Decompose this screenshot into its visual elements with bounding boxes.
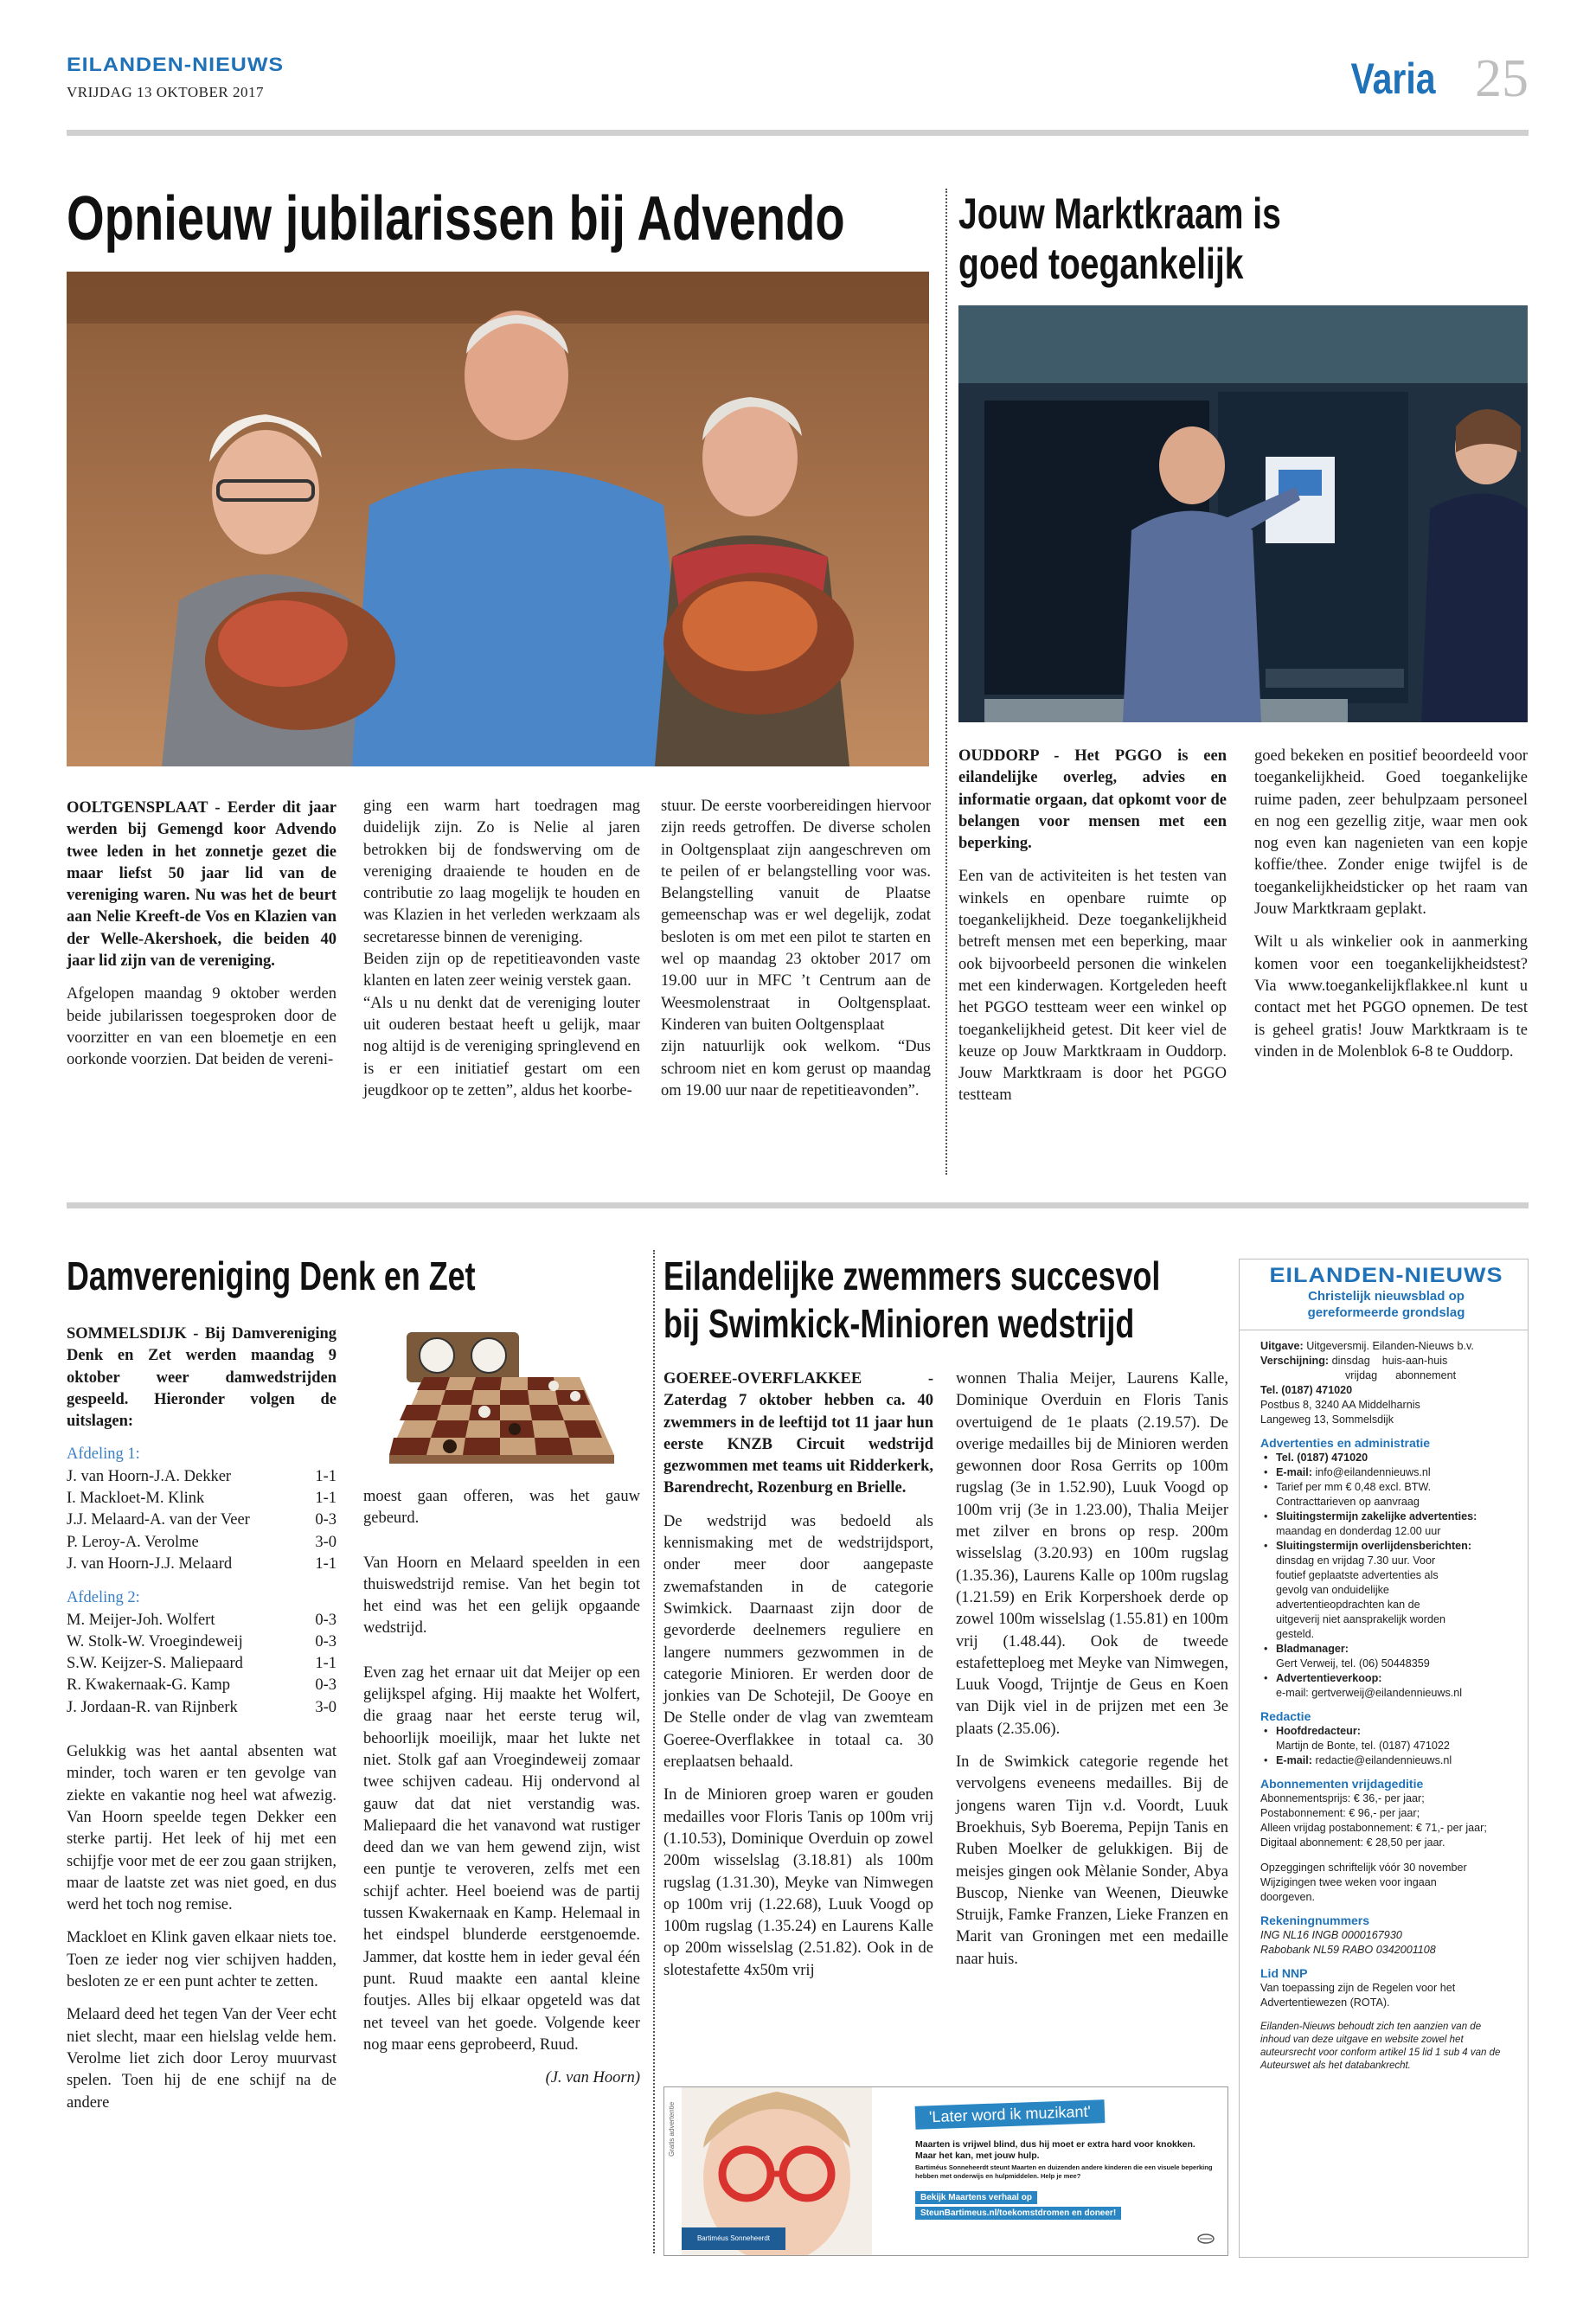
tagline-line: Christelijk nieuwsblad op bbox=[1308, 1289, 1465, 1304]
article3-col2 bbox=[363, 1486, 640, 2089]
colophon-heading: Abonnementen vrijdageditie bbox=[1260, 1777, 1424, 1791]
article1-text: zijn natuurlijk ook welkom. “Dus schroom niet en kom gerust op maandag om 19.00 uur naar de repetitieavonden”. bbox=[661, 1038, 931, 1099]
article4-text: In de Minioren groep waren er gouden medailles voor Floris Tanis op 100m vrij (1.10.53), Dominique Overduin op zowel 200m wisselslag (3.18.81) als 100m rugslag (1.31.30), Meyke van Nimwegen op 100m vrij (1.22.68), Luuk Voogd op 100m rugslag (1.35.24) en Laurens Kalle op 200m wisselslag (2.51.82). Ook in de slotestafette 4x50m vrij bbox=[663, 1786, 933, 1979]
colophon-box bbox=[1239, 1259, 1529, 2258]
match-score: 1-1 bbox=[315, 1467, 337, 1485]
article4-text: wonnen Thalia Meijer, Laurens Kalle, Dominique Overduin en Floris Tanis overtuigend de 1e plaats (2.19.57). De overige medailles bij de Minioren werden gewonnen door Rosa Gerrits op 100m rugslag (3e in 1.52.90), Luuk Voogd op 100m vrij (3e in 1.23.00), Thalia Meijer met zilver en brons op resp. 200m wisselslag (3.20.93) en 100m rugslag (1.35.36), Laurens Kalle op 100m rugslag (1.21.59) en Erik Korpershoek derde op zowel 100m wisselslag (1.55.81) en 100m vrij (1.48.44). Ook de tweede estafetteploeg met Meyke van Nimwegen, Luuk Voogd, Trijntje de Geus en Koen van Dijk viel in de prijzen met een 3e plaats (2.35.06). bbox=[956, 1370, 1228, 1738]
results-list bbox=[67, 1610, 337, 1719]
adv-email-link[interactable]: info@eilandennieuws.nl bbox=[1315, 1466, 1431, 1478]
email-label: E-mail: bbox=[1276, 1466, 1312, 1478]
ad-logo: Bartiméus Sonneheerdt bbox=[682, 2227, 785, 2250]
match-score: 1-1 bbox=[315, 1554, 337, 1573]
sluit-ov: advertentieopdrachten kan de bbox=[1276, 1599, 1420, 1611]
bank-account: ING NL16 INGB 0000167930 bbox=[1260, 1929, 1402, 1941]
verschijning-value: dinsdag huis-aan-huis bbox=[1331, 1355, 1448, 1367]
match-players: M. Meijer-Joh. Wolfert bbox=[67, 1611, 215, 1629]
verschijning-label: Verschijning: bbox=[1260, 1355, 1330, 1367]
match-score: 0-3 bbox=[315, 1611, 337, 1629]
article4-text: De wedstrijd was bedoeld als kennismaking met de wedstrijdsport, onder meer door aangepaste zwemafstanden in de categorie Swimkick. Daarnaast zijn door de gevorderde deelnemers reguliere en langere nummers gezwommen in de categorie Minioren. Er werden door de jonkies van De Schotejil, De Gooye en De Stelle onder de vlag van zwemteam Goeree-Overflakkee in totaal ca. 30 ereplaatsen behaald. bbox=[663, 1512, 933, 1772]
phone-number: Tel. (0187) 471020 bbox=[1260, 1384, 1353, 1396]
match-players: J. Jordaan-R. van Rijnberk bbox=[67, 1698, 238, 1716]
result-row bbox=[67, 1697, 337, 1719]
abo-price: Alleen vrijdag postabonnement: € 71,- per jaar; bbox=[1260, 1822, 1487, 1834]
article3-text: Mackloet en Klink gaven elkaar niets toe. Toen ze ieder nog vier schijven hadden, besloten ze er een punt achter te zetten. bbox=[67, 1929, 337, 1991]
page-number: 25 bbox=[1475, 49, 1529, 108]
article2-text: Wilt u als winkelier ook in aanmerking komen voor een toegankelijkheidstest? Via www.toegankelijkflakkee.nl kunt u contact met het PGGO opnemen. De test is geheel gratis! Jouw Marktkraam is te vinden in de Molenblok 6-8 te Ouddorp. bbox=[1254, 933, 1528, 1061]
article2-lead: OUDDORP - Het PGGO is een eilandelijke overleg, advies en informatie orgaan, dat opkomt voor de belangen voor mensen met een beperking. bbox=[958, 747, 1227, 853]
adv-phone: • Tel. (0187) 471020 bbox=[1260, 1451, 1512, 1465]
match-score: 1-1 bbox=[315, 1655, 337, 1673]
hoofd-label: Hoofdredacteur: bbox=[1276, 1725, 1361, 1737]
checkers-photo bbox=[363, 1325, 640, 1474]
article1-text: “Als u nu denkt dat de vereniging louter uit ouderen bestaat heeft u gelijk, maar nog altijd is de vereniging springlevend en is er een initiatief gestart om een jeugdkoor op te zetten”, aldus het koorbe- bbox=[363, 994, 640, 1099]
disclaimer: Eilanden-Nieuws behoudt zich ten aanzien van de inhoud van deze uitgave en website zowel het auteursrecht voor conform artikel 15 lid 1 sub 4 van de Auteurswet als het databankrecht. bbox=[1260, 2022, 1501, 2071]
charity-advertisement[interactable] bbox=[663, 2086, 1228, 2256]
colophon-tagline bbox=[1260, 1288, 1512, 1321]
top-rule bbox=[67, 130, 1529, 136]
match-players: J. van Hoorn-J.A. Dekker bbox=[67, 1467, 232, 1485]
colophon-logo: EILANDEN-NIEUWS bbox=[1269, 1263, 1503, 1287]
ad-cta[interactable]: Bekijk Maartens verhaal op bbox=[915, 2191, 1037, 2204]
bladmanager: Gert Verweij, tel. (06) 50448359 bbox=[1276, 1657, 1430, 1670]
contract-note: Contracttarieven op aanvraag bbox=[1276, 1496, 1420, 1508]
article2-text: goed bekeken en positief beoordeeld voor toegankelijkheid. Goed toegankelijke ruime paden, zeer behulpzaam personeel en nog een gezellig zitje, waar men ook nog even kan nagenieten van een kopje koffie/thee. Zonder enige twijfel is de toegankelijkheidsticker op het raam van Jouw Marktkraam geplakt. bbox=[1254, 747, 1528, 919]
article4-lead: GOEREE-OVERFLAKKEE - Zaterdag 7 oktober hebben ca. 40 zwemmers in de leeftijd tot 11 jaar hun eerste KNZB Circuit wedstrijd gezwommen met teams uit Ridderkerk, Barendrecht, Rozenburg en Brielle. bbox=[663, 1370, 933, 1497]
article4-text: In de Swimkick categorie regende het vervolgens eveneens medailles. Bij de jongens waren Tijn v.d. Voordt, Luuk Broekhuis, Syb Boerema, Pepijn Tanis en Ruben Moelker de gelukkigen. Bij de meisjes gingen ook Mèlanie Sonder, Abya Buscop, Nienke van Weenen, Dieuwke Struijk, Famke Franzen, Lieke Franzen en Marit van Groningen met een medaille naar huis. bbox=[956, 1753, 1228, 1968]
article3-text: Gelukkig was het aantal absenten wat minder, toch waren er ten gevolge van ziekte en vakantie nog heel wat afwezig. Van Hoorn speelde tegen Dekker een sterke partij. Het leek of hij met een schijfje voor met de eer zou gaan strijken, maar de laatste zet was niet goed, en dus werd het toch nog remise. bbox=[67, 1743, 337, 1914]
ad-text: Bartiméus Sonneheerdt steunt Maarten en duizenden andere kinderen die een visuele beperking hebben met onderwijs en hulpmiddelen. Help je mee? bbox=[915, 2163, 1213, 2180]
uitgave-label: Uitgave: bbox=[1260, 1340, 1304, 1352]
results-list bbox=[67, 1466, 337, 1575]
match-score: 0-3 bbox=[315, 1676, 337, 1695]
article2-col1 bbox=[958, 746, 1227, 1118]
result-row bbox=[67, 1532, 337, 1554]
match-score: 1-1 bbox=[315, 1490, 337, 1508]
ad-banner: 'Later word ik muzikant' bbox=[915, 2099, 1106, 2130]
article3-text: Melaard deed het tegen Van der Veer echt niet slecht, maar een hielslag velde hem. Verolme liet zich door Leroy muurvast spelen. Toen hij de ene schijf na de andere bbox=[67, 2006, 337, 2112]
sluit-ov: gesteld. bbox=[1276, 1628, 1315, 1640]
hoofdredacteur: Martijn de Bonte, tel. (0187) 471022 bbox=[1276, 1740, 1450, 1752]
bladmanager-label: Bladmanager: bbox=[1276, 1643, 1349, 1655]
colophon-heading: Advertenties en administratie bbox=[1260, 1436, 1431, 1450]
postal-address: Postbus 8, 3240 AA Middelharnis bbox=[1260, 1399, 1420, 1411]
article-headline bbox=[958, 189, 1281, 289]
match-score: 3-0 bbox=[315, 1698, 337, 1716]
tarief: • Tarief per mm € 0,48 excl. BTW. bbox=[1260, 1480, 1512, 1495]
ad-text: Maarten is vrijwel blind, dus hij moet er extra hard voor knokken. Maar het kan, met jouw hulp. bbox=[915, 2139, 1195, 2161]
abo-price: Digitaal abonnement: € 28,50 per jaar. bbox=[1260, 1836, 1445, 1849]
article3-col1 bbox=[67, 1324, 337, 2125]
sluit-ov: uitgeverij niet aansprakelijk worden bbox=[1276, 1613, 1446, 1625]
result-row bbox=[67, 1675, 337, 1696]
article3-text: Even zag het ernaar uit dat Meijer op een gelijkspel afging. Hij maakte het Wolfert, die graag naar het eerste terug wil, behoorlijk moeilijk, maar het lukte net niet. Stolk gaf aan Vroegindeweij zomaar twee schijven cadeau. Hij ondervond al gauw dat dat niet verstandig was. Maliepaard die het vanavond wat rustiger deed dan we van hem gewend zijn, wist een puntje te veroveren, zelfs met een schijf achter. Heel boeiend was de partij tussen Kwakernaak en Kamp. Helemaal in het eindspel blunderde eerstgenoemde. Jammer, dat kostte hem in ieder geval één punt. Ruud maakte een aantal kleine foutjes. Alles bij elkaar opgeteld was dat net teveel van het goede. Volgende keer nog maar eens geprobeerd, Ruud. bbox=[363, 1663, 640, 2054]
headline-line: goed toegankelijk bbox=[958, 240, 1244, 288]
article3-text: moest gaan offeren, was het gauw gebeurd. bbox=[363, 1488, 640, 1528]
result-row bbox=[67, 1466, 337, 1488]
match-players: S.W. Keijzer-S. Maliepaard bbox=[67, 1655, 243, 1673]
ad-mark-icon bbox=[1196, 2233, 1215, 2245]
jubilarissen-photo bbox=[67, 272, 929, 766]
bank-account: Rabobank NL59 RABO 0342001108 bbox=[1260, 1944, 1436, 1956]
match-players: I. Mackloet-M. Klink bbox=[67, 1490, 205, 1508]
result-row bbox=[67, 1610, 337, 1631]
match-players: R. Kwakernaak-G. Kamp bbox=[67, 1676, 231, 1695]
opzegging: Wijzigingen twee weken voor ingaan bbox=[1260, 1876, 1437, 1888]
street-address: Langeweg 13, Sommelsdijk bbox=[1260, 1413, 1394, 1426]
match-score: 0-3 bbox=[315, 1632, 337, 1650]
abo-price: Abonnementsprijs: € 36,- per jaar; bbox=[1260, 1792, 1425, 1804]
opzegging: Opzeggingen schriftelijk vóór 30 november bbox=[1260, 1862, 1467, 1874]
ad-cta-link[interactable]: SteunBartimeus.nl/toekomstdromen en doneer! bbox=[915, 2207, 1121, 2220]
sluit-zak-label: Sluitingstermijn zakelijke advertenties: bbox=[1276, 1510, 1477, 1522]
section-title: Varia bbox=[1350, 54, 1436, 103]
result-row bbox=[67, 1631, 337, 1653]
sluit-ov: dinsdag en vrijdag 7.30 uur. Voor bbox=[1276, 1554, 1436, 1567]
opzegging: doorgeven. bbox=[1260, 1891, 1316, 1903]
article1-text: stuur. De eerste voorbereidingen hiervoor zijn reeds getroffen. De diverse scholen in Ooltgensplaat zijn aangeschreven om te peilen of er belangstelling voor was. Belangstelling vanuit de Plaatse gemeenschap was er wel degelijk, zodat besloten is om met een pilot te starten en wel op maandag 23 oktober 2017 om 19.00 uur in MFC ’t Centrum aan de Weesmolenstraat in Ooltgensplaat. Kinderen van buiten Ooltgensplaat bbox=[661, 798, 931, 1034]
match-players: J. van Hoorn-J.J. Melaard bbox=[67, 1554, 233, 1573]
sluit-ov: foutief geplaatste advertenties als bbox=[1276, 1569, 1439, 1581]
ad-label: Gratis advertentie bbox=[668, 2101, 676, 2157]
division-title: Afdeling 2: bbox=[67, 1589, 140, 1607]
byline: (J. van Hoorn) bbox=[545, 2069, 640, 2087]
article1-lead: OOLTGENSPLAAT - Eerder dit jaar werden bij Gemengd koor Advendo twee leden in het zonnetje gezet die maar liefst 50 jaar lid van de vereniging waren. Nu was het de beurt aan Nelie Kreeft-de Vos en Klazien van der Welle-Akershoek, die beiden 40 jaar lid zijn van de vereniging. bbox=[67, 799, 337, 971]
division-title: Afdeling 1: bbox=[67, 1445, 140, 1464]
article1-text: Afgelopen maandag 9 oktober werden beide jubilarissen toegesproken door de voorzitter en van een bloemetje en een oorkonde voorzien. Dat beiden de vereni- bbox=[67, 985, 337, 1069]
article-headline bbox=[663, 1253, 1160, 1348]
sluit-ov: gevolg van onduidelijke bbox=[1276, 1584, 1389, 1596]
marktkraam-photo bbox=[958, 305, 1528, 722]
verkoop-email-link[interactable]: e-mail: gertverweij@eilandennieuws.nl bbox=[1276, 1687, 1463, 1699]
match-players: P. Leroy-A. Verolme bbox=[67, 1533, 199, 1551]
article2-col2 bbox=[1254, 746, 1528, 1074]
nnp-note: Advertentiewezen (ROTA). bbox=[1260, 1997, 1390, 2009]
issue-date: VRIJDAG 13 OKTOBER 2017 bbox=[67, 84, 264, 100]
result-row bbox=[67, 1653, 337, 1675]
masthead-logo: EILANDEN-NIEUWS bbox=[67, 54, 285, 76]
article4-col1 bbox=[663, 1368, 933, 1993]
article3-lead: SOMMELSDIJK - Bij Damvereniging Denk en Zet werden maandag 9 oktober weer damwedstrijden gespeeld. Hieronder volgen de uitslagen: bbox=[67, 1325, 337, 1431]
tagline-line: gereformeerde grondslag bbox=[1307, 1305, 1465, 1320]
red-email-link[interactable]: redactie@eilandennieuws.nl bbox=[1315, 1754, 1452, 1766]
column-divider bbox=[945, 189, 947, 1175]
article-headline: Opnieuw jubilarissen bij Advendo bbox=[67, 184, 845, 253]
match-score: 3-0 bbox=[315, 1533, 337, 1551]
abo-price: Postabonnement: € 96,- per jaar; bbox=[1260, 1807, 1420, 1819]
article2-text: Een van de activiteiten is het testen van winkels en openbare ruimte op toegankelijkheid. Deze toegankelijkheid betreft mensen met een beperking, maar ook bijvoorbeeld personen die winkelen met een kinderwagen. Kortgeleden heeft het PGGO testteam weer een winkel op toegankelijkheid getest. Dit keer viel de keuze op Jouw Marktkraam in Ouddorp. Jouw Marktkraam is door het PGGO testteam bbox=[958, 868, 1227, 1105]
article1-col3 bbox=[661, 796, 931, 1113]
match-players: W. Stolk-W. Vroegindeweij bbox=[67, 1632, 243, 1650]
colophon-heading: Lid NNP bbox=[1260, 1966, 1308, 1980]
uitgave-value: Uitgeversmij. Eilanden-Nieuws b.v. bbox=[1306, 1340, 1474, 1352]
verschijning-value: vrijdag abonnement bbox=[1345, 1369, 1457, 1381]
email-label: E-mail: bbox=[1276, 1754, 1312, 1766]
headline-line: Eilandelijke zwemmers succesvol bbox=[663, 1253, 1161, 1298]
colophon-heading: Redactie bbox=[1260, 1709, 1311, 1723]
article-headline: Damvereniging Denk en Zet bbox=[67, 1253, 476, 1298]
verkoop-label: Advertentieverkoop: bbox=[1276, 1672, 1382, 1684]
result-row bbox=[67, 1554, 337, 1575]
column-divider bbox=[653, 1250, 655, 2253]
sluit-zak: maandag en donderdag 12.00 uur bbox=[1276, 1525, 1441, 1537]
article1-text: ging een warm hart toedragen mag duidelijk zijn. Zo is Nelie al jaren betrokken bij de fondswerving om de vereniging draaiende te houden en de contributie zo laag mogelijk te houden en was Klazien in het verleden werkzaam als secretaresse binnen de vereniging. bbox=[363, 798, 640, 946]
article1-col2 bbox=[363, 796, 640, 1113]
sluit-ov-label: Sluitingstermijn overlijdensberichten: bbox=[1276, 1540, 1472, 1552]
article1-text: Beiden zijn op de repetitieavonden vaste klanten en laten zeer weinig verstek gaan. bbox=[363, 951, 640, 990]
section-rule bbox=[67, 1202, 1529, 1208]
headline-line: Jouw Marktkraam is bbox=[958, 189, 1281, 238]
article4-col2 bbox=[956, 1368, 1228, 1982]
nnp-note: Van toepassing zijn de Regelen voor het bbox=[1260, 1982, 1456, 1994]
article1-col1 bbox=[67, 798, 337, 1083]
result-row bbox=[67, 1488, 337, 1509]
headline-line: bij Swimkick-Minioren wedstrijd bbox=[663, 1301, 1135, 1346]
article3-text: Van Hoorn en Melaard speelden in een thuiswedstrijd remise. Van het begin tot het eind was het een gelijk opgaande wedstrijd. bbox=[363, 1554, 640, 1638]
match-score: 0-3 bbox=[315, 1511, 337, 1529]
match-players: J.J. Melaard-A. van der Veer bbox=[67, 1511, 250, 1529]
result-row bbox=[67, 1509, 337, 1531]
colophon-heading: Rekeningnummers bbox=[1260, 1913, 1370, 1927]
